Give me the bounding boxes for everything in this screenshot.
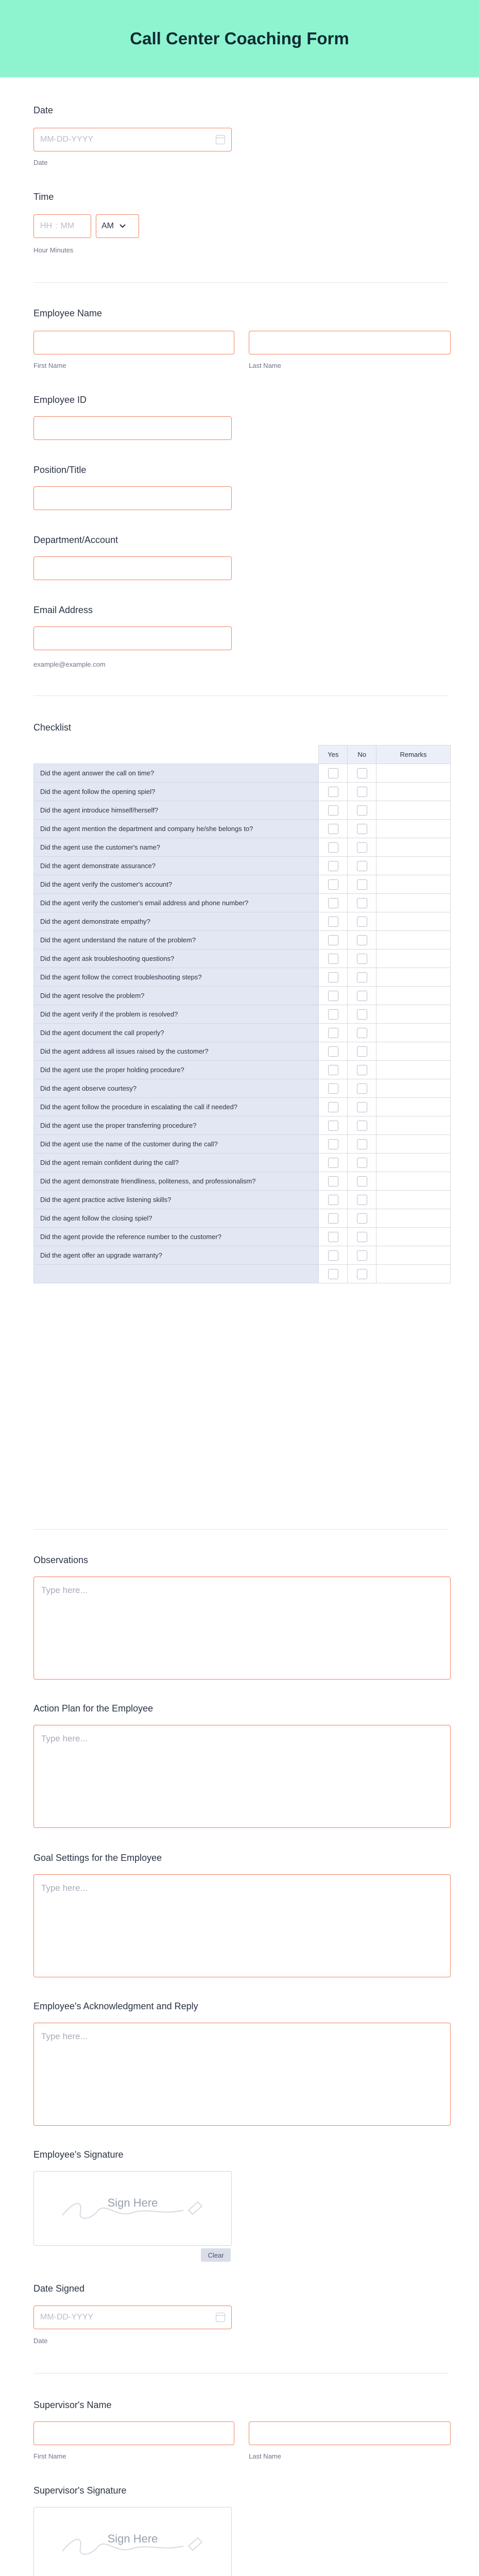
checklist-no-cell: [348, 931, 377, 950]
checklist-question: Did the agent answer the call on time?: [34, 764, 319, 783]
action-plan-placeholder: Type here...: [41, 1734, 88, 1743]
checklist-yes-checkbox[interactable]: [328, 1046, 338, 1057]
position-label: Position/Title: [33, 465, 87, 475]
checklist-no-checkbox[interactable]: [357, 935, 367, 945]
supervisor-name-label: Supervisor's Name: [33, 2400, 112, 2410]
checklist-yes-cell: [319, 1209, 348, 1228]
checklist-question: Did the agent verify the customer's email address and phone number?: [34, 894, 319, 912]
checklist-question: Did the agent follow the closing spiel?: [34, 1209, 319, 1228]
checklist-yes-checkbox[interactable]: [328, 805, 338, 816]
checklist-question: Did the agent verify if the problem is resolved?: [34, 1005, 319, 1024]
checklist-yes-cell: [319, 912, 348, 931]
checklist-row: [34, 950, 451, 968]
checklist-yes-checkbox[interactable]: [328, 991, 338, 1001]
checklist-yes-cell: [319, 1246, 348, 1265]
checklist-yes-cell: [319, 1005, 348, 1024]
department-input[interactable]: [33, 556, 232, 580]
checklist-no-checkbox[interactable]: [357, 1009, 367, 1020]
checklist-yes-checkbox[interactable]: [328, 1102, 338, 1112]
checklist-row: [34, 1209, 451, 1228]
checklist-yes-cell: [319, 894, 348, 912]
checklist-no-cell: [348, 857, 377, 875]
checklist-yes-checkbox[interactable]: [328, 1028, 338, 1038]
checklist-yes-checkbox[interactable]: [328, 879, 338, 890]
checklist-yes-checkbox[interactable]: [328, 861, 338, 871]
checklist-question: Did the agent use the name of the customer during the call?: [34, 1135, 319, 1154]
checklist-no-checkbox[interactable]: [357, 879, 367, 890]
checklist-remarks-input[interactable]: [377, 1265, 451, 1283]
employee-name-label: Employee Name: [33, 308, 102, 318]
checklist-no-cell: [348, 1061, 377, 1079]
checklist-yes-cell: [319, 1024, 348, 1042]
checklist-row: [34, 764, 451, 783]
department-label: Department/Account: [33, 535, 118, 545]
supervisor-last-name-input[interactable]: [249, 2421, 451, 2445]
ack-placeholder: Type here...: [41, 2031, 88, 2041]
checklist-no-cell: [348, 1135, 377, 1154]
checklist-remarks-input[interactable]: [377, 1172, 451, 1191]
checklist-row: [34, 820, 451, 838]
checklist-yes-checkbox[interactable]: [328, 954, 338, 964]
checklist-no-checkbox[interactable]: [357, 1176, 367, 1187]
checklist-row: [34, 1042, 451, 1061]
checklist-remarks-input[interactable]: [377, 912, 451, 931]
employee-signature-label: Employee's Signature: [33, 2149, 124, 2160]
ack-textarea[interactable]: [33, 2023, 451, 2126]
checklist-yes-checkbox[interactable]: [328, 972, 338, 982]
section-divider: [33, 282, 448, 283]
checklist-no-cell: [348, 838, 377, 857]
checklist-question: Did the agent introduce himself/herself?: [34, 801, 319, 820]
employee-id-label: Employee ID: [33, 395, 87, 405]
goal-placeholder: Type here...: [41, 1883, 88, 1893]
checklist-yes-cell: [319, 1154, 348, 1172]
checklist-no-cell: [348, 1209, 377, 1228]
checklist-row: [34, 1079, 451, 1098]
checklist-no-checkbox[interactable]: [357, 1065, 367, 1075]
checklist-yes-cell: [319, 838, 348, 857]
checklist-row: [34, 1191, 451, 1209]
checklist-remarks-input[interactable]: [377, 1191, 451, 1209]
checklist-yes-cell: [319, 764, 348, 783]
checklist-no-checkbox[interactable]: [357, 1195, 367, 1205]
checklist-yes-cell: [319, 857, 348, 875]
checklist-yes-checkbox[interactable]: [328, 1139, 338, 1149]
email-label: Email Address: [33, 605, 93, 615]
checklist-no-cell: [348, 1116, 377, 1135]
checklist-no-checkbox[interactable]: [357, 1083, 367, 1094]
checklist-question: Did the agent offer an upgrade warranty?: [34, 1246, 319, 1265]
supervisor-signature-pad[interactable]: [33, 2507, 232, 2576]
checklist-remarks-input[interactable]: [377, 1061, 451, 1079]
checklist-remarks-input[interactable]: [377, 1154, 451, 1172]
checklist-yes-checkbox[interactable]: [328, 824, 338, 834]
time-sublabel: Hour Minutes: [33, 246, 74, 254]
checklist-yes-cell: [319, 820, 348, 838]
checklist-no-checkbox[interactable]: [357, 805, 367, 816]
checklist-remarks-input[interactable]: [377, 1079, 451, 1098]
checklist-no-cell: [348, 968, 377, 987]
checklist-yes-checkbox[interactable]: [328, 1213, 338, 1224]
checklist-remarks-input[interactable]: [377, 783, 451, 801]
checklist-no-cell: [348, 1172, 377, 1191]
checklist-yes-cell: [319, 1061, 348, 1079]
checklist-row: [34, 1172, 451, 1191]
checklist-yes-cell: [319, 1116, 348, 1135]
checklist-no-cell: [348, 820, 377, 838]
checklist-row: [34, 1228, 451, 1246]
date-placeholder: MM-DD-YYYY: [40, 135, 94, 144]
checklist-no-checkbox[interactable]: [357, 842, 367, 853]
checklist-no-checkbox[interactable]: [357, 1102, 367, 1112]
form-header: [0, 0, 479, 77]
date-placeholder: MM-DD-YYYY: [40, 2313, 94, 2321]
checklist-yes-checkbox[interactable]: [328, 1158, 338, 1168]
checklist-question: Did the agent follow the opening spiel?: [34, 783, 319, 801]
last-name-sublabel: Last Name: [249, 2452, 281, 2460]
checklist-corner: [34, 745, 319, 764]
checklist-no-checkbox[interactable]: [357, 1232, 367, 1242]
checklist-question: Did the agent use the proper transferring procedure?: [34, 1116, 319, 1135]
checklist-question: Did the agent follow the procedure in escalating the call if needed?: [34, 1098, 319, 1116]
checklist-no-checkbox[interactable]: [357, 1269, 367, 1279]
checklist-no-checkbox[interactable]: [357, 1158, 367, 1168]
checklist-remarks-input[interactable]: [377, 968, 451, 987]
observations-label: Observations: [33, 1555, 89, 1565]
checklist-question: Did the agent follow the correct troubleshooting steps?: [34, 968, 319, 987]
checklist-question: Did the agent demonstrate assurance?: [34, 857, 319, 875]
observations-placeholder: Type here...: [41, 1585, 88, 1595]
checklist-no-checkbox[interactable]: [357, 1121, 367, 1131]
checklist-row: [34, 1116, 451, 1135]
supervisor-signature-label: Supervisor's Signature: [33, 2485, 127, 2496]
calendar-icon[interactable]: [216, 2313, 225, 2322]
checklist-remarks-input[interactable]: [377, 857, 451, 875]
checklist-yes-cell: [319, 1191, 348, 1209]
checklist-question: Did the agent understand the nature of the problem?: [34, 931, 319, 950]
ampm-select[interactable]: [96, 214, 139, 238]
time-input[interactable]: HH : MM: [33, 214, 91, 238]
checklist-no-cell: [348, 1042, 377, 1061]
checklist-no-checkbox[interactable]: [357, 1046, 367, 1057]
goal-label: Goal Settings for the Employee: [33, 1853, 162, 1863]
checklist-remarks-input[interactable]: [377, 764, 451, 783]
checklist-question: Did the agent document the call properly?: [34, 1024, 319, 1042]
employee-id-input[interactable]: [33, 416, 232, 440]
checklist-remarks-input[interactable]: [377, 1246, 451, 1265]
date-label: Date: [33, 105, 54, 115]
checklist-row: [34, 838, 451, 857]
checklist-row: [34, 801, 451, 820]
checklist-yes-checkbox[interactable]: [328, 1232, 338, 1242]
checklist-yes-checkbox[interactable]: [328, 935, 338, 945]
checklist-no-checkbox[interactable]: [357, 1028, 367, 1038]
checklist-yes-cell: [319, 801, 348, 820]
checklist-no-cell: [348, 1246, 377, 1265]
checklist-question: Did the agent use the customer's name?: [34, 838, 319, 857]
checklist-remarks-input[interactable]: [377, 875, 451, 894]
checklist-no-checkbox[interactable]: [357, 898, 367, 908]
checklist-yes-cell: [319, 1228, 348, 1246]
checklist-question: Did the agent demonstrate friendliness, politeness, and professionalism?: [34, 1172, 319, 1191]
checklist-no-cell: [348, 1005, 377, 1024]
checklist-no-checkbox[interactable]: [357, 861, 367, 871]
checklist-question: Did the agent practice active listening skills?: [34, 1191, 319, 1209]
checklist-yes-cell: [319, 1172, 348, 1191]
checklist-yes-cell: [319, 931, 348, 950]
form-title: Call Center Coaching Form: [130, 29, 349, 48]
checklist-remarks-input[interactable]: [377, 950, 451, 968]
yes-header: Yes: [319, 745, 348, 764]
checklist-no-cell: [348, 875, 377, 894]
checklist-no-checkbox[interactable]: [357, 972, 367, 982]
calendar-icon[interactable]: [216, 135, 225, 144]
checklist-no-checkbox[interactable]: [357, 768, 367, 778]
ampm-value: AM: [101, 222, 114, 230]
checklist-header-row: [34, 745, 451, 764]
checklist-row: [34, 912, 451, 931]
checklist-no-cell: [348, 764, 377, 783]
employee-signature-clear-button[interactable]: Clear: [201, 2248, 231, 2262]
checklist-yes-checkbox[interactable]: [328, 1065, 338, 1075]
checklist-yes-cell: [319, 783, 348, 801]
checklist-no-cell: [348, 1265, 377, 1283]
action-plan-textarea[interactable]: [33, 1725, 451, 1828]
employee-date-signed-input[interactable]: [33, 2306, 232, 2329]
checklist-no-checkbox[interactable]: [357, 917, 367, 927]
checklist-no-cell: [348, 1079, 377, 1098]
checklist-question: Did the agent use the proper holding procedure?: [34, 1061, 319, 1079]
checklist-no-cell: [348, 987, 377, 1005]
chevron-down-icon: [119, 224, 126, 229]
checklist-yes-checkbox[interactable]: [328, 1269, 338, 1279]
checklist-row: [34, 1098, 451, 1116]
ack-label: Employee's Acknowledgment and Reply: [33, 2001, 198, 2011]
checklist-yes-cell: [319, 1079, 348, 1098]
checklist-row: [34, 1005, 451, 1024]
checklist-row: [34, 968, 451, 987]
checklist-yes-checkbox[interactable]: [328, 1121, 338, 1131]
checklist-question: Did the agent ask troubleshooting questions?: [34, 950, 319, 968]
checklist-no-cell: [348, 1024, 377, 1042]
checklist-row: [34, 987, 451, 1005]
checklist-remarks-input[interactable]: [377, 1005, 451, 1024]
checklist-no-checkbox[interactable]: [357, 1139, 367, 1149]
email-sublabel: example@example.com: [33, 660, 106, 668]
checklist-no-checkbox[interactable]: [357, 787, 367, 797]
checklist-yes-checkbox[interactable]: [328, 898, 338, 908]
checklist-yes-checkbox[interactable]: [328, 1083, 338, 1094]
checklist-remarks-input[interactable]: [377, 987, 451, 1005]
position-input[interactable]: [33, 486, 232, 510]
checklist-remarks-input[interactable]: [377, 894, 451, 912]
last-name-sublabel: Last Name: [249, 362, 281, 369]
checklist-no-checkbox[interactable]: [357, 1213, 367, 1224]
first-name-sublabel: First Name: [33, 362, 66, 369]
checklist-yes-checkbox[interactable]: [328, 768, 338, 778]
checklist-yes-checkbox[interactable]: [328, 787, 338, 797]
sign-here-text: Sign Here: [107, 2196, 158, 2209]
checklist-row: [34, 1246, 451, 1265]
checklist-yes-checkbox[interactable]: [328, 917, 338, 927]
checklist-yes-checkbox[interactable]: [328, 1250, 338, 1261]
checklist-row: [34, 1265, 451, 1283]
checklist-no-cell: [348, 1228, 377, 1246]
checklist-row: [34, 1154, 451, 1172]
checklist-row: [34, 783, 451, 801]
time-minute-placeholder: MM: [60, 222, 75, 230]
sign-here-text: Sign Here: [107, 2532, 158, 2545]
date-sublabel: Date: [33, 2337, 48, 2345]
section-divider: [33, 1529, 448, 1530]
checklist-no-checkbox[interactable]: [357, 954, 367, 964]
checklist-yes-checkbox[interactable]: [328, 1009, 338, 1020]
checklist-yes-cell: [319, 875, 348, 894]
checklist-yes-cell: [319, 1135, 348, 1154]
time-hour-placeholder: HH: [40, 222, 53, 230]
checklist-row: [34, 1135, 451, 1154]
checklist-question: Did the agent provide the reference number to the customer?: [34, 1228, 319, 1246]
no-header: No: [348, 745, 377, 764]
action-plan-label: Action Plan for the Employee: [33, 1703, 153, 1714]
checklist-question: Did the agent address all issues raised by the customer?: [34, 1042, 319, 1061]
checklist-row: [34, 931, 451, 950]
checklist-remarks-input[interactable]: [377, 838, 451, 857]
checklist-yes-cell: [319, 1042, 348, 1061]
checklist-no-cell: [348, 894, 377, 912]
checklist-question: Did the agent observe courtesy?: [34, 1079, 319, 1098]
checklist-remarks-input[interactable]: [377, 801, 451, 820]
checklist-no-checkbox[interactable]: [357, 991, 367, 1001]
checklist-yes-cell: [319, 968, 348, 987]
checklist-yes-cell: [319, 987, 348, 1005]
checklist-remarks-input[interactable]: [377, 1228, 451, 1246]
checklist-remarks-input[interactable]: [377, 1116, 451, 1135]
observations-textarea[interactable]: [33, 1577, 451, 1680]
checklist-no-checkbox[interactable]: [357, 824, 367, 834]
checklist-question: Did the agent remain confident during the call?: [34, 1154, 319, 1172]
checklist-yes-cell: [319, 950, 348, 968]
checklist-remarks-input[interactable]: [377, 1209, 451, 1228]
date-input[interactable]: [33, 128, 232, 151]
employee-date-signed-label: Date Signed: [33, 2283, 85, 2294]
checklist-question: Did the agent demonstrate empathy?: [34, 912, 319, 931]
section-divider: [33, 2373, 448, 2374]
first-name-sublabel: First Name: [33, 2452, 66, 2460]
checklist-remarks-input[interactable]: [377, 931, 451, 950]
checklist-label: Checklist: [33, 722, 72, 733]
checklist-no-cell: [348, 1154, 377, 1172]
checklist-no-cell: [348, 1098, 377, 1116]
checklist-yes-checkbox[interactable]: [328, 842, 338, 853]
employee-last-name-input[interactable]: [249, 331, 451, 354]
checklist-row: [34, 894, 451, 912]
checklist-question: Did the agent verify the customer's account?: [34, 875, 319, 894]
checklist-row: [34, 1061, 451, 1079]
employee-first-name-input[interactable]: [33, 331, 234, 354]
checklist-row: [34, 1024, 451, 1042]
checklist-yes-checkbox[interactable]: [328, 1176, 338, 1187]
time-label: Time: [33, 192, 54, 202]
checklist-question: [34, 1265, 319, 1283]
checklist-row: [34, 875, 451, 894]
email-input[interactable]: [33, 626, 232, 650]
checklist-yes-cell: [319, 1098, 348, 1116]
checklist-remarks-input[interactable]: [377, 1135, 451, 1154]
checklist-question: Did the agent resolve the problem?: [34, 987, 319, 1005]
checklist-remarks-input[interactable]: [377, 1042, 451, 1061]
goal-textarea[interactable]: [33, 1874, 451, 1977]
checklist-question: Did the agent mention the department and company he/she belongs to?: [34, 820, 319, 838]
checklist-no-cell: [348, 801, 377, 820]
checklist-yes-checkbox[interactable]: [328, 1195, 338, 1205]
checklist-no-cell: [348, 950, 377, 968]
checklist-remarks-input[interactable]: [377, 820, 451, 838]
employee-signature-pad[interactable]: [33, 2171, 232, 2246]
checklist-remarks-input[interactable]: [377, 1098, 451, 1116]
supervisor-first-name-input[interactable]: [33, 2421, 234, 2445]
checklist-no-checkbox[interactable]: [357, 1250, 367, 1261]
remarks-header: Remarks: [377, 745, 451, 764]
checklist-remarks-input[interactable]: [377, 1024, 451, 1042]
checklist-row: [34, 857, 451, 875]
checklist-table: [33, 745, 451, 1283]
checklist-yes-cell: [319, 1265, 348, 1283]
checklist-no-cell: [348, 912, 377, 931]
checklist-no-cell: [348, 1191, 377, 1209]
date-sublabel: Date: [33, 159, 48, 166]
checklist-no-cell: [348, 783, 377, 801]
